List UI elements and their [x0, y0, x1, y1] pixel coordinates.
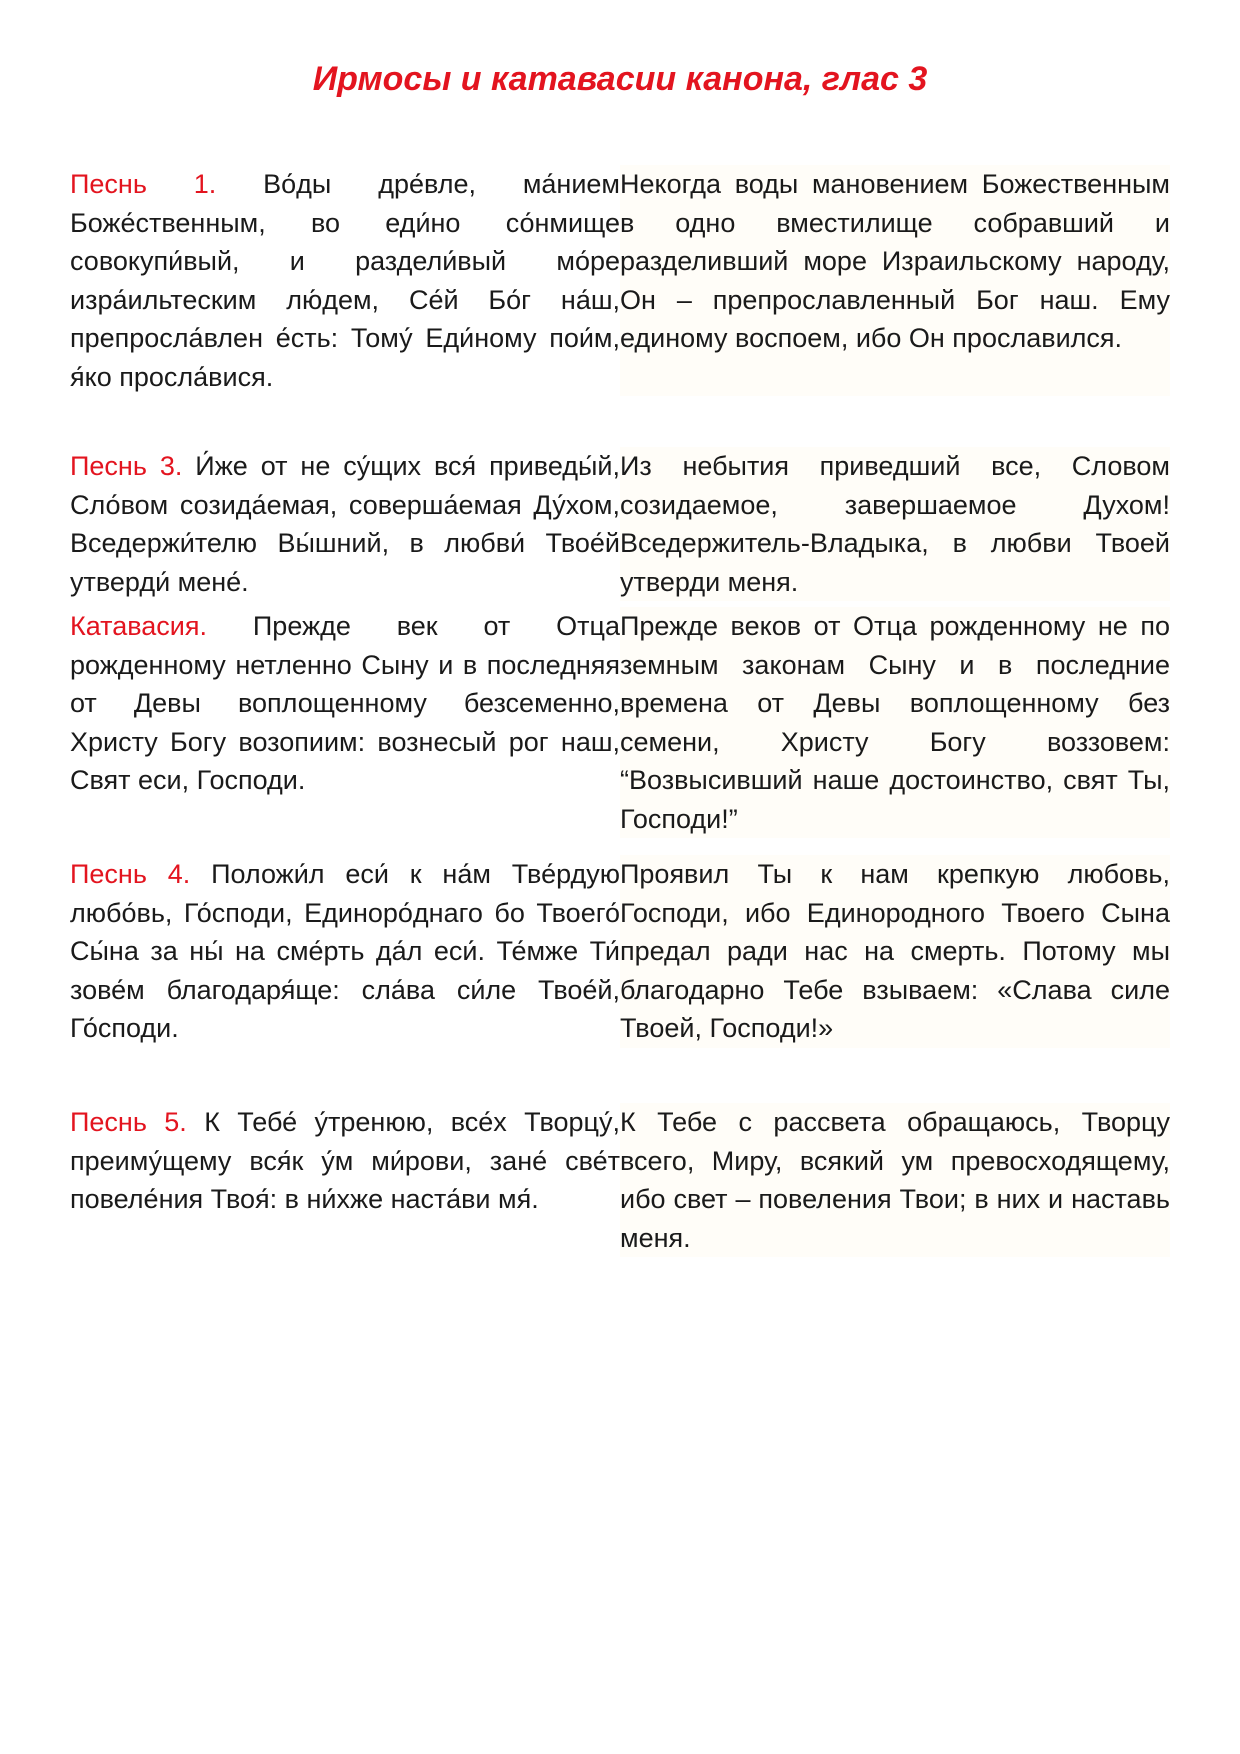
- section-text: И́же от не су́щих вся́ приведы́й, Сло́вом созида́емая, соверша́емая Ду́хом, Вседержи́телю Вы́шний, в любви́ Твое́й утверди́ мене́.: [70, 451, 620, 597]
- modern-translation-text: Из небытия приведший все, Словом созидаемое, завершаемое Духом! Вседержитель-Владыка, в любви Твоей утверди меня.: [620, 447, 1170, 601]
- section-label: Песнь 3.: [70, 451, 183, 481]
- church-slavonic-text: [70, 1103, 620, 1257]
- church-slavonic-text: [70, 165, 620, 396]
- section-label: Песнь 5.: [70, 1107, 187, 1137]
- section-row-5: [70, 1103, 1170, 1257]
- section-text: Положи́л еси́ к на́м Тве́рдую любо́вь, Го́споди, Единоро́днаго бо Твоего́ Сы́на за ны́ на сме́рть да́л еси́. Те́мже Ти́ зове́м благодаря́ще: сла́ва си́ле Твое́й, Го́споди.: [70, 859, 620, 1043]
- section-label: Катавасия.: [70, 611, 207, 641]
- modern-translation-text: Прежде веков от Отца рожденному не по земным законам Сыну и в последние времена от Девы воплощенному без семени, Христу Богу воззовем: “Возвысивший наше достоинство, свят Ты, Господи!”: [620, 607, 1170, 838]
- modern-translation-text: К Тебе с рассвета обращаюсь, Творцу всего, Миру, всякий ум превосходящему, ибо свет – повеления Твои; в них и наставь меня.: [620, 1103, 1170, 1257]
- page-title: Ирмосы и катавасии канона, глас 3: [312, 60, 928, 98]
- section-row-1: [70, 165, 1170, 396]
- modern-translation-text: Проявил Ты к нам крепкую любовь, Господи, ибо Единородного Твоего Сына предал ради нас на смерть. Потому мы благодарно Тебе взываем: «Слава силе Твоей, Господи!»: [620, 855, 1170, 1048]
- section-text: К Тебе́ у́тренюю, все́х Творцу́, преиму́щему вся́к у́м ми́рови, зане́ све́т повеле́ния Твоя́: в ни́хже наста́ви мя́.: [70, 1107, 620, 1214]
- section-text: Прежде век от Отца рожденному нетленно Сыну и в последняя от Девы воплощенному безсеменно, Христу Богу возопиим: вознесый рог наш, Свят еси, Господи.: [70, 611, 620, 795]
- modern-translation-text: Некогда воды мановением Божественным в одно вместилище собравший и разделивший море Израильскому народу, Он – препрославленный Бог наш. Ему единому воспоем, ибо Он прославился.: [620, 165, 1170, 396]
- section-row-4: [70, 855, 1170, 1048]
- section-label: Песнь 4.: [70, 859, 191, 889]
- section-row-katavasia: [70, 607, 1170, 838]
- church-slavonic-text: [70, 855, 620, 1048]
- section-text: Во́ды дре́вле, ма́нием Боже́ственным, во еди́но со́нмище совокупи́вый, и раздели́вый мо́ре изра́ильтеским лю́дем, Се́й Бо́г на́ш, препросла́влен е́сть: Тому́ Еди́ному пои́м, я́ко просла́вися.: [70, 169, 620, 392]
- church-slavonic-text: [70, 447, 620, 601]
- section-label: Песнь 1.: [70, 169, 217, 199]
- church-slavonic-text: [70, 607, 620, 838]
- section-row-3: [70, 447, 1170, 601]
